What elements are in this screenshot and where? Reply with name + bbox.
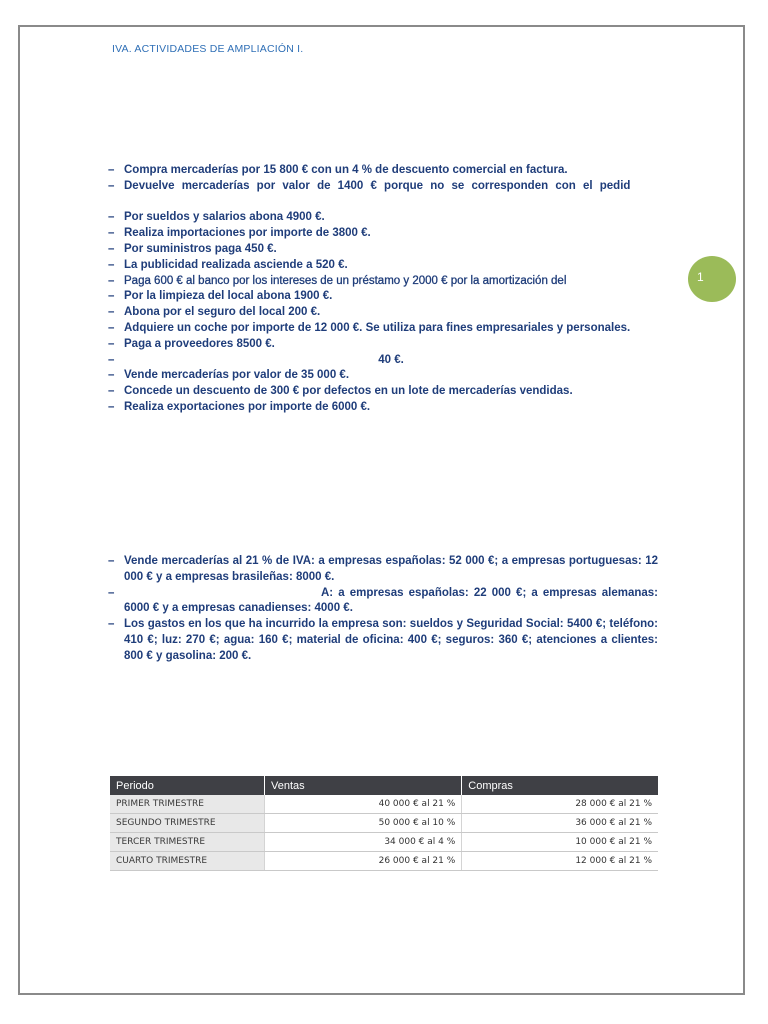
list-item: – Concede un descuento de 300 € por defectos en un lote de mercaderías vendidas.	[108, 385, 573, 398]
list-item: – Por suministros paga 450 €.	[108, 242, 277, 255]
list-item: – Paga 600 € al banco por los intereses de un préstamo y 2000 € por la amortización del	[108, 274, 567, 287]
activity-list-1	[108, 163, 658, 416]
period-cell: TERCER TRIMESTRE	[110, 833, 265, 852]
table-header-row	[110, 776, 658, 795]
purchases-cell: 36 000 € al 21 %	[462, 814, 658, 833]
list-item: – Compra mercaderías por 15 800 € con un 4 % de descuento comercial en factura.	[108, 164, 568, 176]
sales-cell: 34 000 € al 4 %	[265, 833, 462, 852]
table-row	[110, 833, 658, 852]
sales-cell: 40 000 € al 21 %	[265, 795, 462, 814]
list-item: – La publicidad realizada asciende a 520 €.	[108, 258, 348, 271]
period-cell: SEGUNDO TRIMESTRE	[110, 814, 265, 833]
table-row	[110, 814, 658, 833]
period-cell: CUARTO TRIMESTRE	[110, 852, 265, 871]
list-item: – Paga a proveedores 8500 €.	[108, 337, 275, 350]
column-header-periodo: Periodo	[110, 776, 265, 795]
column-header-ventas: Ventas	[265, 776, 462, 795]
iva-quarterly-table	[110, 776, 658, 871]
activity-list-2	[108, 554, 658, 665]
list-item: – Abona por el seguro del local 200 €.	[108, 306, 321, 319]
period-cell: PRIMER TRIMESTRE	[110, 795, 265, 814]
list-item: – Devuelve mercaderías por valor de 1400 € porque no se corresponden con el pedid	[108, 179, 631, 192]
list-item: – Realiza importaciones por importe de 3800 €.	[108, 227, 371, 240]
page-header-title: IVA. ACTIVIDADES DE AMPLIACIÓN I.	[112, 43, 304, 55]
purchases-cell: 12 000 € al 21 %	[462, 852, 658, 871]
list-item: – Vende mercaderías al 21 % de IVA: a empresas españolas: 52 000 €; a empresas portuguesas: 12 000 € y a empresas brasileñas: 8000 €.	[108, 555, 658, 583]
table-row	[110, 795, 658, 814]
list-item: – Realiza exportaciones por importe de 6000 €.	[108, 400, 371, 413]
column-header-compras: Compras	[462, 776, 658, 795]
list-item: – 40 €.	[108, 353, 404, 366]
list-item: – A: a empresas españolas: 22 000 €; a empresas alemanas: 6000 € y a empresas canadienses: 4000 €.	[108, 586, 658, 615]
list-item: – Por sueldos y salarios abona 4900 €.	[108, 211, 325, 224]
list-item: – Por la limpieza del local abona 1900 €.	[108, 290, 333, 303]
page-number-badge: 1	[688, 256, 736, 302]
sales-cell: 50 000 € al 10 %	[265, 814, 462, 833]
purchases-cell: 28 000 € al 21 %	[462, 795, 658, 814]
list-item: – Adquiere un coche por importe de 12 000 €. Se utiliza para fines empresariales y personales.	[108, 321, 631, 334]
sales-cell: 26 000 € al 21 %	[265, 852, 462, 871]
list-item: – Vende mercaderías por valor de 35 000 €.	[108, 369, 350, 382]
table-row	[110, 852, 658, 871]
list-item: – Los gastos en los que ha incurrido la empresa son: sueldos y Seguridad Social: 5400 €; teléfono: 410 €; luz: 270 €; agua: 160 €; material de oficina: 400 €; seguros: 360 €; atenciones a clientes: 800 € y gasolina: 200 €.	[108, 618, 658, 662]
purchases-cell: 10 000 € al 21 %	[462, 833, 658, 852]
